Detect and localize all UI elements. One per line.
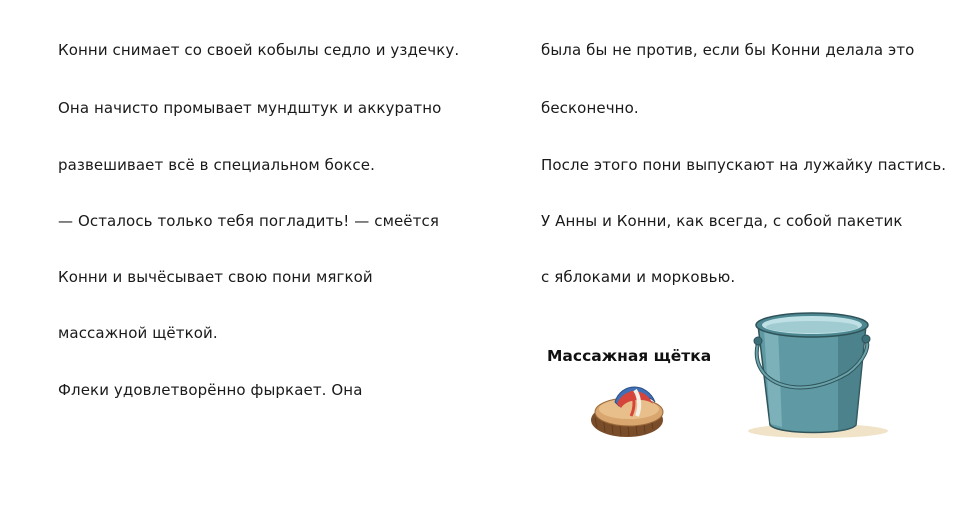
text-line: Она начисто промывает мундштук и аккуратно bbox=[58, 99, 442, 117]
brush-caption: Массажная щётка bbox=[547, 347, 712, 365]
text-line: После этого пони выпускают на лужайку пастись. bbox=[541, 156, 947, 174]
text-line: была бы не против, если бы Конни делала это bbox=[541, 41, 915, 59]
text-line: Конни снимает со своей кобылы седло и уздечку. bbox=[58, 41, 460, 59]
text-line: — Осталось только тебя погладить! — смеётся bbox=[58, 212, 439, 230]
text-line: с яблоками и морковью. bbox=[541, 268, 736, 286]
text-line: массажной щёткой. bbox=[58, 324, 218, 342]
massage-brush-icon bbox=[585, 372, 675, 444]
text-line: Конни и вычёсывает свою пони мягкой bbox=[58, 268, 373, 286]
bucket-icon bbox=[738, 303, 890, 443]
text-line: Флеки удовлетворённо фыркает. Она bbox=[58, 381, 363, 399]
text-line: развешивает всё в специальном боксе. bbox=[58, 156, 375, 174]
text-line: У Анны и Конни, как всегда, с собой пакетик bbox=[541, 212, 903, 230]
text-line: бесконечно. bbox=[541, 99, 639, 117]
